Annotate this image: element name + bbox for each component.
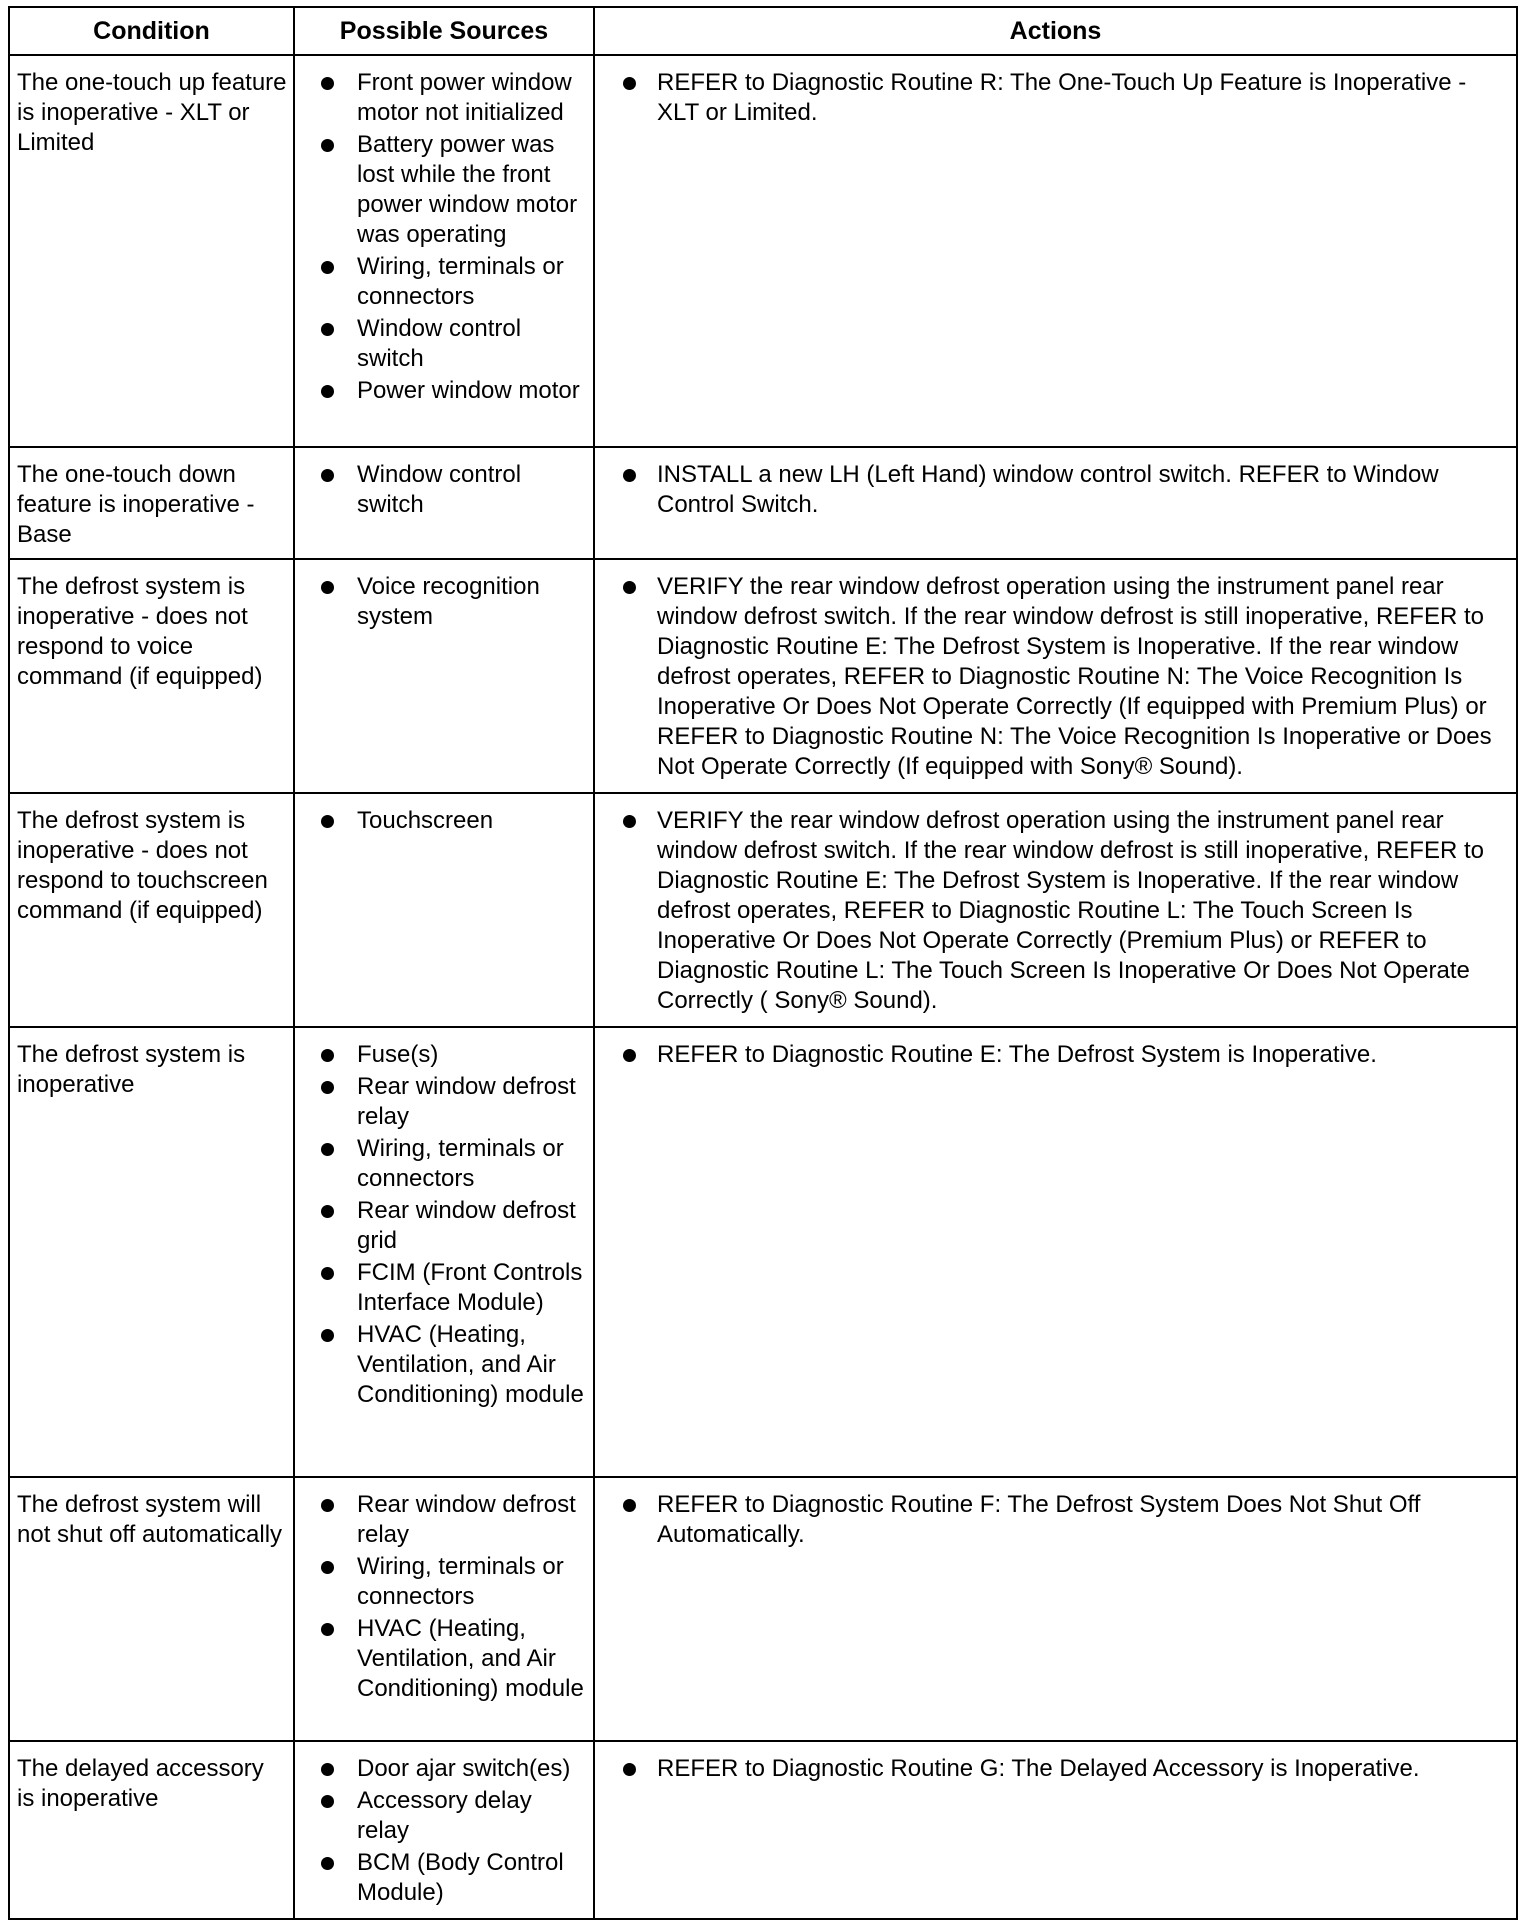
bullet-icon [321, 1623, 334, 1636]
action-item [601, 806, 1510, 1016]
source-item [301, 806, 587, 836]
source-item [301, 1040, 587, 1070]
bullet-icon [623, 581, 636, 594]
source-list [301, 806, 587, 836]
bullet-icon [321, 1081, 334, 1094]
action-text: VERIFY the rear window defrost operation using the instrument panel rear window defrost switch. If the rear window defrost is still inoperative, REFER to Diagnostic Routine E: The Defrost System is Inoperative. If the rear window defrost operates, REFER to Diagnostic Routine L: The Touch Screen Is Inoperative Or Does Not Operate Correctly (Premium Plus) or REFER to Diagnostic Routine L: The Touch Screen Is Inoperative Or Does Not Operate Correctly ( Sony® Sound). [657, 807, 1484, 1014]
source-item [301, 68, 587, 128]
source-item [301, 1258, 587, 1318]
table-body [9, 55, 1517, 1919]
bullet-icon [321, 385, 334, 398]
sources-cell [294, 793, 594, 1027]
action-item [601, 460, 1510, 520]
action-item [601, 68, 1510, 128]
bullet-icon [321, 77, 334, 90]
actions-cell [594, 1477, 1517, 1741]
action-list [601, 1490, 1510, 1550]
action-item [601, 1754, 1510, 1784]
action-text: REFER to Diagnostic Routine F: The Defrost System Does Not Shut Off Automatically. [657, 1491, 1421, 1548]
source-text: Rear window defrost relay [357, 1491, 576, 1548]
table-row [9, 1477, 1517, 1741]
source-list [301, 1754, 587, 1908]
bullet-icon [321, 1795, 334, 1808]
action-text: VERIFY the rear window defrost operation using the instrument panel rear window defrost switch. If the rear window defrost is still inoperative, REFER to Diagnostic Routine E: The Defrost System is Inoperative. If the rear window defrost operates, REFER to Diagnostic Routine N: The Voice Recognition Is Inoperative Or Does Not Operate Correctly (If equipped with Premium Plus) or REFER to Diagnostic Routine N: The Voice Recognition Is Inoperative or Does Not Operate Correctly (If equipped with Sony® Sound). [657, 573, 1492, 780]
condition-cell: The defrost system will not shut off automatically [9, 1477, 294, 1741]
bullet-icon [321, 1499, 334, 1512]
action-list [601, 1040, 1510, 1070]
bullet-icon [623, 815, 636, 828]
table-row [9, 1027, 1517, 1477]
bullet-icon [321, 1561, 334, 1574]
symptom-chart-table [8, 6, 1518, 1920]
bullet-icon [321, 1143, 334, 1156]
source-item [301, 1848, 587, 1908]
condition-cell: The one-touch down feature is inoperative - Base [9, 447, 294, 559]
bullet-icon [623, 469, 636, 482]
source-item [301, 1552, 587, 1612]
source-item [301, 1614, 587, 1704]
bullet-icon [321, 469, 334, 482]
condition-cell: The defrost system is inoperative [9, 1027, 294, 1477]
sources-cell [294, 1477, 594, 1741]
source-text: Wiring, terminals or connectors [357, 1135, 564, 1192]
bullet-icon [321, 1329, 334, 1342]
bullet-icon [321, 323, 334, 336]
action-list [601, 460, 1510, 520]
source-item [301, 1786, 587, 1846]
bullet-icon [321, 261, 334, 274]
actions-cell [594, 1027, 1517, 1477]
source-text: Window control switch [357, 315, 522, 372]
actions-cell [594, 559, 1517, 793]
action-text: INSTALL a new LH (Left Hand) window control switch. REFER to Window Control Switch. [657, 461, 1439, 518]
bullet-icon [623, 1049, 636, 1062]
actions-header: Actions [594, 7, 1517, 55]
condition-cell: The delayed accessory is inoperative [9, 1741, 294, 1919]
action-text: REFER to Diagnostic Routine R: The One-Touch Up Feature is Inoperative - XLT or Limited. [657, 69, 1467, 126]
sources-cell [294, 1027, 594, 1477]
table-row [9, 1741, 1517, 1919]
actions-cell [594, 55, 1517, 447]
source-text: Rear window defrost relay [357, 1073, 576, 1130]
source-item [301, 1134, 587, 1194]
source-item [301, 1754, 587, 1784]
table-row [9, 793, 1517, 1027]
action-list [601, 806, 1510, 1016]
sources-cell [294, 55, 594, 447]
source-list [301, 572, 587, 632]
source-item [301, 130, 587, 250]
sources-cell [294, 1741, 594, 1919]
diagnostic-table-sheet [8, 6, 1516, 1906]
source-text: Door ajar switch(es) [357, 1755, 571, 1782]
actions-cell [594, 1741, 1517, 1919]
bullet-icon [321, 581, 334, 594]
condition-cell: The defrost system is inoperative - does not respond to voice command (if equipped) [9, 559, 294, 793]
source-text: Wiring, terminals or connectors [357, 1553, 564, 1610]
bullet-icon [321, 1763, 334, 1776]
source-text: Rear window defrost grid [357, 1197, 576, 1254]
source-list [301, 68, 587, 406]
source-list [301, 1490, 587, 1704]
bullet-icon [321, 1267, 334, 1280]
source-text: HVAC (Heating, Ventilation, and Air Conditioning) module [357, 1615, 584, 1702]
source-item [301, 1490, 587, 1550]
action-item [601, 1490, 1510, 1550]
bullet-icon [321, 1857, 334, 1870]
header-row [9, 7, 1517, 55]
source-item [301, 1320, 587, 1410]
source-item [301, 376, 587, 406]
source-item [301, 1072, 587, 1132]
table-row [9, 447, 1517, 559]
bullet-icon [321, 815, 334, 828]
bullet-icon [623, 1499, 636, 1512]
bullet-icon [623, 77, 636, 90]
condition-cell: The defrost system is inoperative - does not respond to touchscreen command (if equipped) [9, 793, 294, 1027]
source-item [301, 460, 587, 520]
actions-cell [594, 447, 1517, 559]
action-text: REFER to Diagnostic Routine G: The Delayed Accessory is Inoperative. [657, 1755, 1420, 1782]
source-item [301, 572, 587, 632]
source-text: Power window motor [357, 377, 580, 404]
source-text: HVAC (Heating, Ventilation, and Air Conditioning) module [357, 1321, 584, 1408]
condition-cell: The one-touch up feature is inoperative - XLT or Limited [9, 55, 294, 447]
bullet-icon [321, 1049, 334, 1062]
action-list [601, 1754, 1510, 1784]
source-text: Battery power was lost while the front power window motor was operating [357, 131, 578, 248]
action-text: REFER to Diagnostic Routine E: The Defrost System is Inoperative. [657, 1041, 1377, 1068]
source-list [301, 460, 587, 520]
source-item [301, 314, 587, 374]
source-item [301, 1196, 587, 1256]
action-list [601, 68, 1510, 128]
source-text: Front power window motor not initialized [357, 69, 572, 126]
source-text: BCM (Body Control Module) [357, 1849, 564, 1906]
source-list [301, 1040, 587, 1410]
source-text: Voice recognition system [357, 573, 540, 630]
condition-header: Condition [9, 7, 294, 55]
actions-cell [594, 793, 1517, 1027]
bullet-icon [321, 1205, 334, 1218]
source-item [301, 252, 587, 312]
action-item [601, 1040, 1510, 1070]
source-text: Touchscreen [357, 807, 494, 834]
sources-cell [294, 447, 594, 559]
bullet-icon [321, 139, 334, 152]
table-row [9, 55, 1517, 447]
source-text: Window control switch [357, 461, 522, 518]
source-text: Fuse(s) [357, 1041, 439, 1068]
action-item [601, 572, 1510, 782]
action-list [601, 572, 1510, 782]
sources-cell [294, 559, 594, 793]
table-row [9, 559, 1517, 793]
source-text: Accessory delay relay [357, 1787, 532, 1844]
bullet-icon [623, 1763, 636, 1776]
source-text: FCIM (Front Controls Interface Module) [357, 1259, 583, 1316]
source-text: Wiring, terminals or connectors [357, 253, 564, 310]
sources-header: Possible Sources [294, 7, 594, 55]
